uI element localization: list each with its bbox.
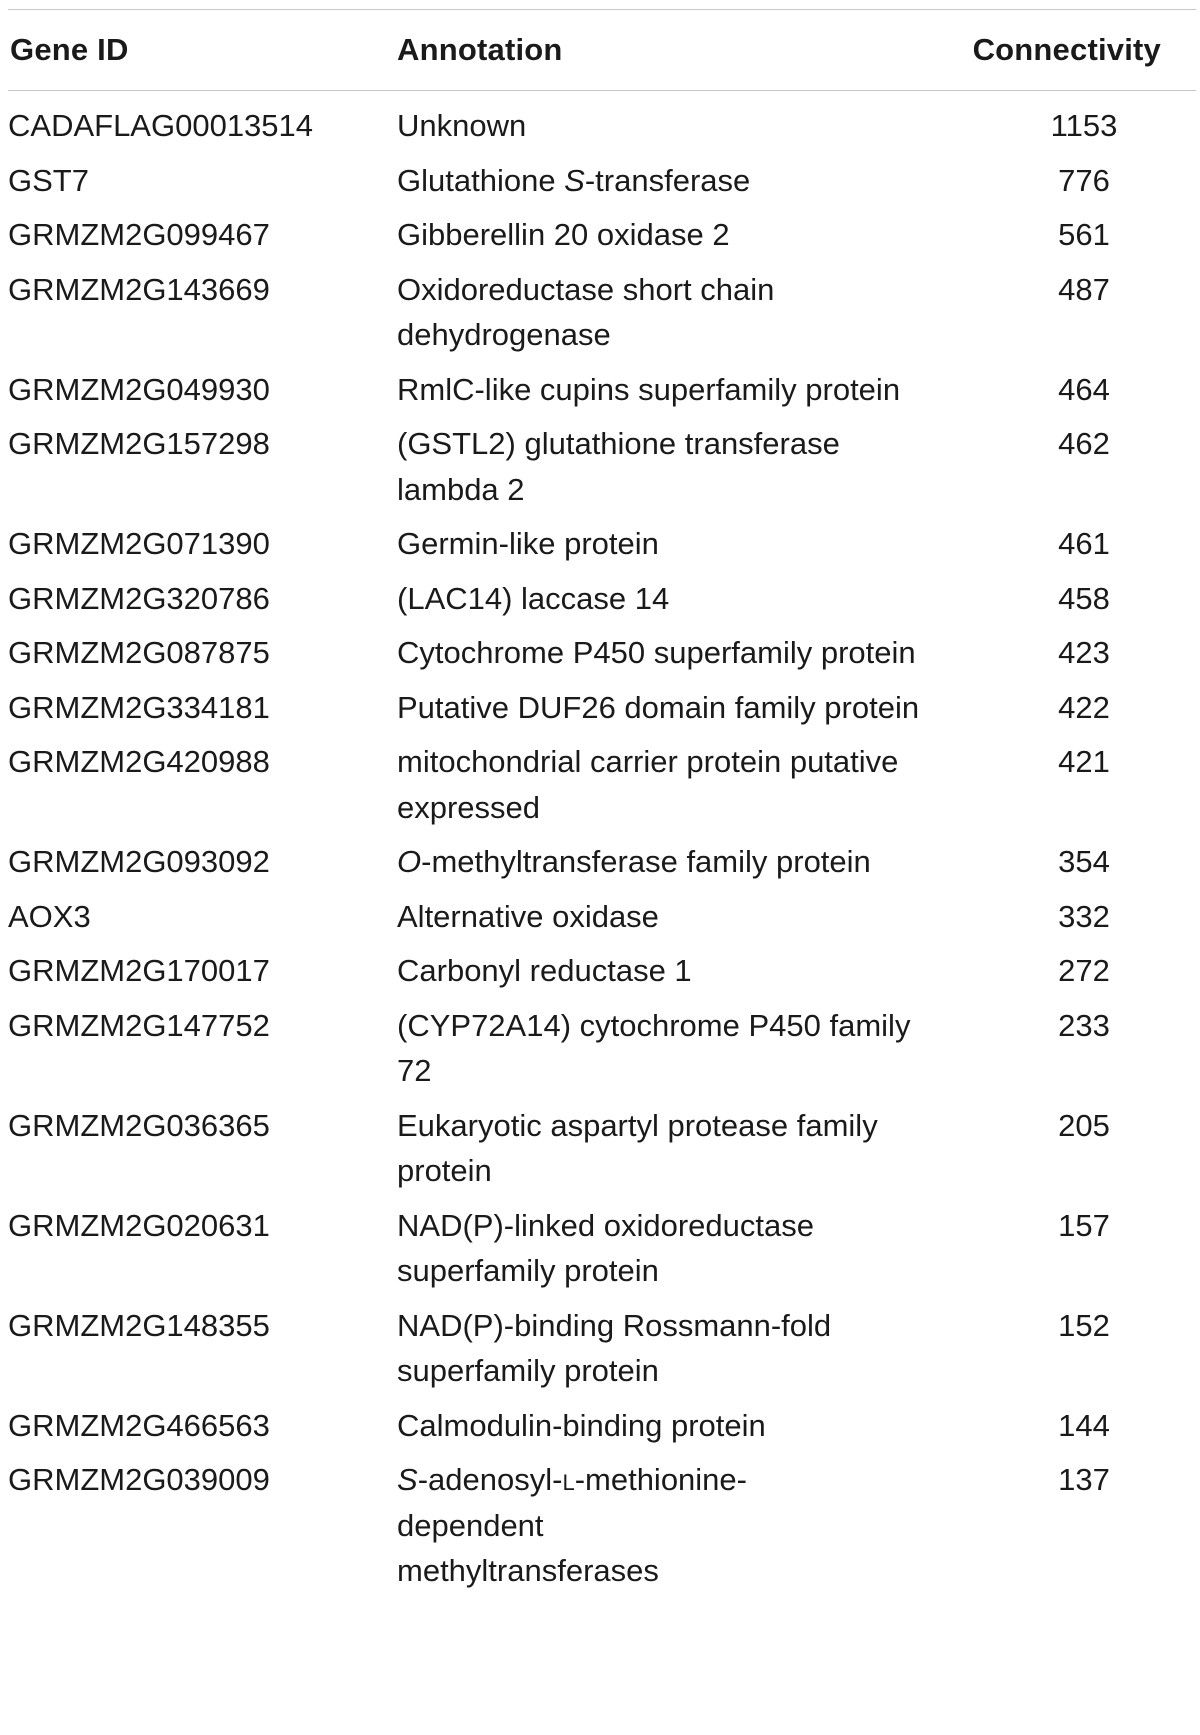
connectivity-cell: 144	[1058, 1407, 1110, 1443]
annotation-cell: NAD(P)-binding Rossmann-fold superfamily protein	[397, 1307, 832, 1388]
header-connectivity: Connectivity	[972, 32, 1161, 67]
table-body	[8, 91, 1196, 1594]
table-row	[8, 103, 1196, 149]
connectivity-cell: 157	[1058, 1207, 1110, 1243]
annotation-cell: (CYP72A14) cytochrome P450 family 72	[397, 1007, 911, 1088]
gene-id-cell: GRMZM2G087875	[8, 635, 270, 670]
table-row	[8, 158, 1196, 204]
gene-id-cell: GRMZM2G334181	[8, 689, 270, 725]
gene-id-cell: GRMZM2G099467	[8, 217, 270, 252]
connectivity-cell: 464	[1058, 371, 1110, 407]
annotation-cell: Calmodulin-binding protein	[397, 1407, 766, 1443]
annotation-cell: RmlC-like cupins superfamily protein	[397, 371, 901, 407]
annotation-cell: Oxidoreductase short chain dehydrogenase	[397, 271, 775, 352]
connectivity-cell: 354	[1058, 844, 1110, 879]
connectivity-cell: 461	[1058, 526, 1110, 561]
gene-id-cell: GRMZM2G147752	[8, 1007, 270, 1043]
annotation-cell: Carbonyl reductase 1	[397, 953, 692, 988]
table-row	[8, 521, 1196, 567]
table-row	[8, 1103, 1196, 1194]
gene-id-cell: GRMZM2G093092	[8, 844, 270, 879]
gene-id-cell: GRMZM2G157298	[8, 426, 270, 461]
gene-id-cell: GRMZM2G420988	[8, 744, 270, 779]
annotation-cell: (LAC14) laccase 14	[397, 580, 670, 616]
connectivity-cell: 458	[1058, 580, 1110, 616]
gene-id-cell: GRMZM2G466563	[8, 1407, 270, 1443]
annotation-cell: Cytochrome P450 superfamily protein	[397, 635, 916, 670]
table-row	[8, 1303, 1196, 1394]
table-row	[8, 1203, 1196, 1294]
connectivity-cell: 561	[1058, 217, 1110, 252]
gene-id-cell: GRMZM2G071390	[8, 526, 270, 561]
table-row	[8, 630, 1196, 676]
gene-id-cell: GRMZM2G320786	[8, 580, 270, 616]
connectivity-cell: 1153	[1050, 108, 1118, 143]
gene-id-cell: CADAFLAG00013514	[8, 108, 314, 143]
gene-id-cell: GRMZM2G049930	[8, 371, 270, 407]
table-row	[8, 576, 1196, 622]
table-row	[8, 421, 1196, 512]
annotation-cell: Glutathione S-transferase	[397, 162, 751, 198]
table-row	[8, 212, 1196, 258]
connectivity-cell: 152	[1058, 1307, 1110, 1343]
annotation-cell: Gibberellin 20 oxidase 2	[397, 217, 730, 252]
header-gene-id: Gene ID	[10, 32, 129, 67]
annotation-cell: Alternative oxidase	[397, 898, 659, 934]
table-row	[8, 685, 1196, 731]
connectivity-cell: 422	[1058, 689, 1110, 725]
table-row	[8, 267, 1196, 358]
connectivity-cell: 423	[1058, 635, 1110, 670]
header-annotation: Annotation	[397, 32, 563, 67]
connectivity-cell: 462	[1058, 426, 1110, 461]
table-row	[8, 839, 1196, 885]
table-row	[8, 1403, 1196, 1449]
gene-id-cell: GRMZM2G148355	[8, 1307, 270, 1343]
table-row	[8, 739, 1196, 830]
annotation-cell: Eukaryotic aspartyl protease family protein	[397, 1107, 878, 1188]
annotation-cell: S-adenosyl-l-methionine- dependent methyltransferases	[397, 1462, 747, 1588]
connectivity-cell: 487	[1058, 271, 1110, 307]
connectivity-cell: 205	[1058, 1107, 1110, 1143]
annotation-cell: O-methyltransferase family protein	[397, 844, 871, 879]
connectivity-cell: 137	[1058, 1462, 1110, 1497]
annotation-cell: NAD(P)-linked oxidoreductase superfamily protein	[397, 1207, 814, 1288]
gene-id-cell: GRMZM2G143669	[8, 271, 270, 307]
gene-id-cell: GRMZM2G036365	[8, 1107, 270, 1143]
connectivity-cell: 233	[1058, 1007, 1110, 1043]
gene-table	[0, 9, 1196, 1603]
gene-id-cell: AOX3	[8, 898, 91, 934]
table-row	[8, 894, 1196, 940]
table-header	[8, 10, 1196, 91]
connectivity-cell: 421	[1058, 744, 1110, 779]
connectivity-cell: 776	[1058, 162, 1110, 198]
table-row	[8, 367, 1196, 413]
annotation-cell: Unknown	[397, 108, 527, 143]
connectivity-cell: 332	[1058, 898, 1110, 934]
gene-id-cell: GRMZM2G020631	[8, 1207, 270, 1243]
gene-id-cell: GRMZM2G170017	[8, 953, 270, 988]
annotation-cell: Germin-like protein	[397, 526, 659, 561]
table-row	[8, 1003, 1196, 1094]
annotation-cell: Putative DUF26 domain family protein	[397, 689, 920, 725]
gene-id-cell: GST7	[8, 162, 89, 198]
annotation-cell: (GSTL2) glutathione transferase lambda 2	[397, 426, 840, 507]
connectivity-cell: 272	[1058, 953, 1110, 988]
gene-id-cell: GRMZM2G039009	[8, 1462, 270, 1497]
annotation-cell: mitochondrial carrier protein putative expressed	[397, 744, 899, 825]
table-row	[8, 948, 1196, 994]
table-row	[8, 1457, 1196, 1594]
